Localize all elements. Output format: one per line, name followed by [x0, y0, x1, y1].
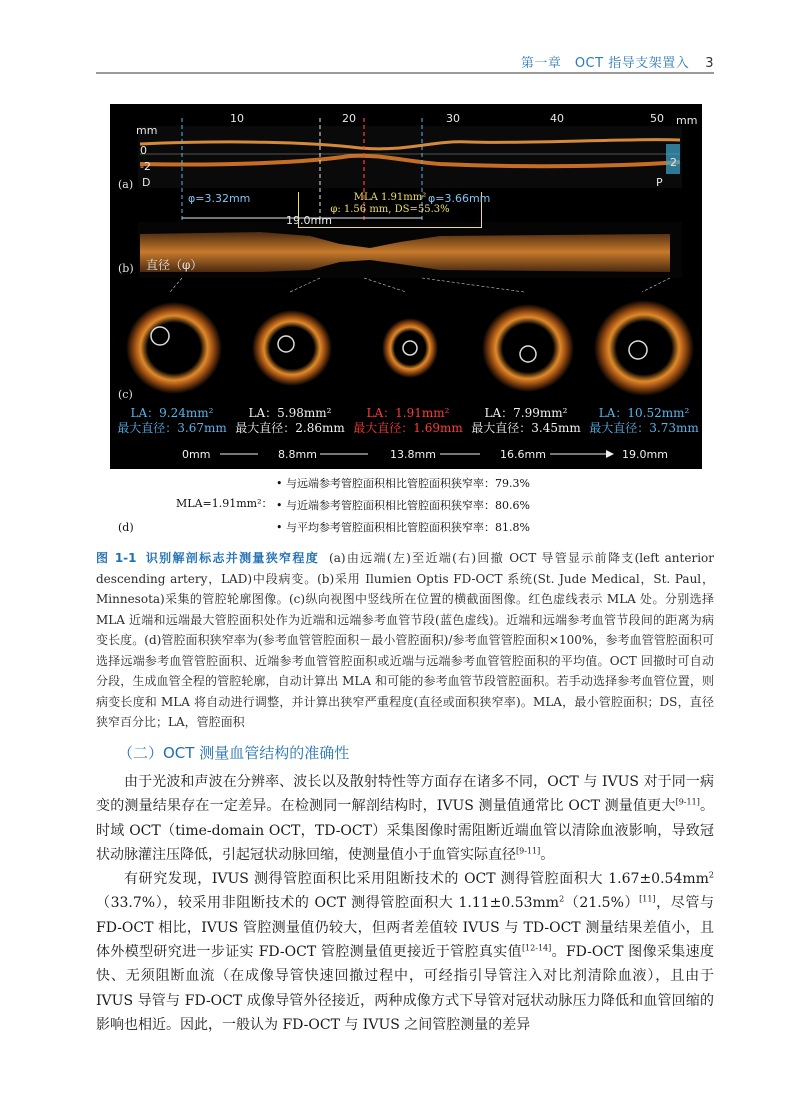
panel-b-label: 直径（φ） [146, 258, 203, 272]
connector-3 [364, 278, 406, 292]
p2-sup-2: 2 [559, 894, 565, 904]
tick-20: 20 [342, 112, 356, 125]
xsec-1-labels [113, 406, 231, 436]
xsec-4-labels [467, 406, 585, 436]
xsec-4-la: LA：7.99mm² [484, 406, 568, 420]
caption-body: (a)由远端(左)至近端(右)回撤 OCT 导管显示前降支(left anterior descending artery，LAD)中段病变。(b)采用 Ilumien Optis FD-OCT 系统(St. Jude Medical，St. Paul，Minnesota)采集的管腔轮廓图像。(c)纵向视图中竖线所在位置的横截面图像。红色虚线表示 MLA 处。分别选择 MLA 近端和远端最大管腔面积处作为近端和远端参考血管节段(蓝色虚线)。近端和远端参考血管节段间的距离为病变长度。(d)管腔面积狭窄率为(参考血管管腔面积－最小管腔面积)/参考血管管腔面积×100%，参考血管管腔面积可选择远端参考血管管腔面积、近端参考血管管腔面积或近端与远端参考血管管腔面积的平均值。OCT 回撤时可自动分段，生成血管全程的管腔轮廓，自动计算出 MLA 和可能的参考血管节段管腔面积。若手动选择参考血管位置，则病变长度和 MLA 将自动进行调整，并计算出狭窄严重程度(直径或面积狭窄率)。MLA，最小管腔面积；DS，直径狭窄百分比；LA，管腔面积 [96, 551, 714, 729]
mla-diameter: φ: 1.56 mm, DS=55.3% [330, 204, 450, 215]
xsec-5-labels [585, 406, 702, 436]
p2-sup-1: 2 [708, 870, 714, 880]
header-rule [96, 72, 714, 74]
y-zero: 0 [140, 144, 147, 157]
section-heading: （二）OCT 测量血管结构的准确性 [118, 744, 350, 762]
stenosis-distal-text: 与远端参考管腔面积相比管腔面积狭窄率：79.3% [286, 477, 530, 490]
xsec-1-diam: 最大直径：3.67mm [117, 421, 227, 435]
p1-ref-1: [9-11] [675, 797, 700, 807]
connector-4 [422, 278, 524, 292]
xsec-4-diam: 最大直径：3.45mm [471, 421, 581, 435]
panel-c-tag: (c) [118, 388, 133, 401]
xsec-3-diam: 最大直径：1.69mm [353, 421, 463, 435]
running-header [521, 52, 714, 71]
stenosis-row-proximal: • 与近端参考管腔面积相比管腔面积狭窄率：80.6% [276, 499, 530, 512]
p2-text-a: 有研究发现，IVUS 测得管腔面积比采用阻断技术的 OCT 测得管腔面积大 1.67±0.54mm [124, 871, 709, 888]
stenosis-list [276, 473, 530, 539]
p1-text-b: 。时域 OCT（time-domain OCT，TD-OCT）采集图像时需阻断近端血管以清除血液影响，导致冠状动脉灌注压降低，引起冠状动脉回缩，使测量值小于血管实际直径 [96, 798, 715, 863]
panel-d-mla: MLA=1.91mm²： [176, 497, 273, 510]
paragraph-1 [96, 770, 714, 867]
distance-2: 13.8mm [390, 448, 436, 461]
xsec-1-la: LA：9.24mm² [130, 406, 214, 420]
cross-section-3 [382, 318, 438, 378]
tick-40: 40 [550, 112, 564, 125]
cross-section-1 [126, 302, 222, 394]
dist-arrowhead [606, 450, 614, 458]
cross-section-2 [252, 310, 332, 386]
tick-30: 30 [446, 112, 460, 125]
xsec-3-la: LA：1.91mm² [366, 406, 450, 420]
paragraph-2 [96, 867, 714, 1037]
y-neg-two: -2 [140, 160, 151, 173]
chapter-title: 第一章 OCT 指导支架置入 [520, 56, 690, 71]
body-text [96, 770, 714, 1037]
p2-text-b: （33.7%），较采用非阻断技术的 OCT 测得管腔面积大 1.11±0.53mm [96, 895, 560, 912]
connector-2 [290, 278, 320, 292]
marker-p: P [656, 176, 663, 189]
mla-value: MLA 1.91mm² [353, 192, 427, 203]
p2-text-d: ，尽管与 FD-OCT 相比，IVUS 管腔测量值仍较大，但两者差值较 IVUS 与 TD-OCT 测量结果差值小，且体外模型研究进一步证实 FD-OCT 管腔测量值更接近于管腔真实值 [96, 895, 715, 961]
xsec-2-la: LA：5.98mm² [248, 406, 332, 420]
xsec-5-diam: 最大直径：3.73mm [589, 421, 699, 435]
panel-a-bg [138, 126, 682, 188]
xsec-2-labels [231, 406, 349, 436]
panel-a-tag: (a) [118, 178, 134, 191]
tick-50: 50 [650, 112, 664, 125]
p2-text-e: 。FD-OCT 图像采集速度快、无须阻断血流（在成像导管快速回撤过程中，可经指引导管注入对比剂清除血液），且由于 IVUS 导管与 FD-OCT 成像导管外径接近，两种成像方式下导管对冠状动脉压力降低和血管回缩的影响也相近。因此，一般认为 FD-OCT 与 IVUS 之间管腔测量的差异 [96, 944, 714, 1033]
xsec-2-diam: 最大直径：2.86mm [235, 421, 345, 435]
lesion-length: 19.0mm [286, 214, 332, 227]
marker-d: D [142, 176, 151, 189]
p1-text-a: 由于光波和声波在分辨率、波长以及散射特性等方面存在诸多不同，OCT 与 IVUS 对于同一病变的测量结果存在一定差异。在检测同一解剖结构时，IVUS 测量值通常比 OCT 测量值更大 [96, 774, 714, 815]
p2-ref-1: [11] [639, 894, 656, 904]
cross-section-4 [482, 304, 574, 392]
y-two: 2 [670, 156, 677, 169]
figure-caption [96, 548, 714, 733]
unit-top-right: mm [676, 114, 698, 127]
connector-5 [642, 278, 670, 292]
proximal-diameter: φ=3.66mm [428, 192, 491, 205]
xsec-3-labels [349, 406, 467, 436]
cross-section-5 [594, 300, 694, 396]
connector-1 [170, 278, 182, 292]
figure-1-1 [110, 104, 702, 540]
distance-1: 8.8mm [278, 448, 317, 461]
tick-10: 10 [230, 112, 244, 125]
panel-d-tag: (d) [118, 521, 134, 534]
xsec-5-la: LA：10.52mm² [598, 406, 690, 420]
caption-title: 识别解剖标志并测量狭窄程度 [144, 551, 320, 565]
stenosis-proximal-text: 与近端参考管腔面积相比管腔面积狭窄率：80.6% [286, 499, 530, 512]
page-number: 3 [705, 56, 714, 71]
p2-ref-2: [12-14] [521, 943, 552, 953]
caption-figure-id: 图 1-1 [96, 551, 137, 565]
panel-b-tag: (b) [118, 262, 134, 275]
stenosis-row-distal: • 与远端参考管腔面积相比管腔面积狭窄率：79.3% [276, 477, 530, 490]
p1-ref-2: [9-11] [516, 846, 541, 856]
distance-4: 19.0mm [622, 448, 668, 461]
p1-text-c: 。 [540, 846, 555, 863]
distance-0: 0mm [182, 448, 211, 461]
distal-diameter: φ=3.32mm [188, 192, 251, 205]
distance-3: 16.6mm [500, 448, 546, 461]
stenosis-average-text: 与平均参考管腔面积相比管腔面积狭窄率：81.8% [286, 521, 530, 534]
unit-top-left: mm [136, 124, 158, 137]
panel-d [110, 469, 702, 540]
p2-text-c: （21.5%） [564, 895, 640, 912]
stenosis-row-average: • 与平均参考管腔面积相比管腔面积狭窄率：81.8% [276, 521, 530, 534]
